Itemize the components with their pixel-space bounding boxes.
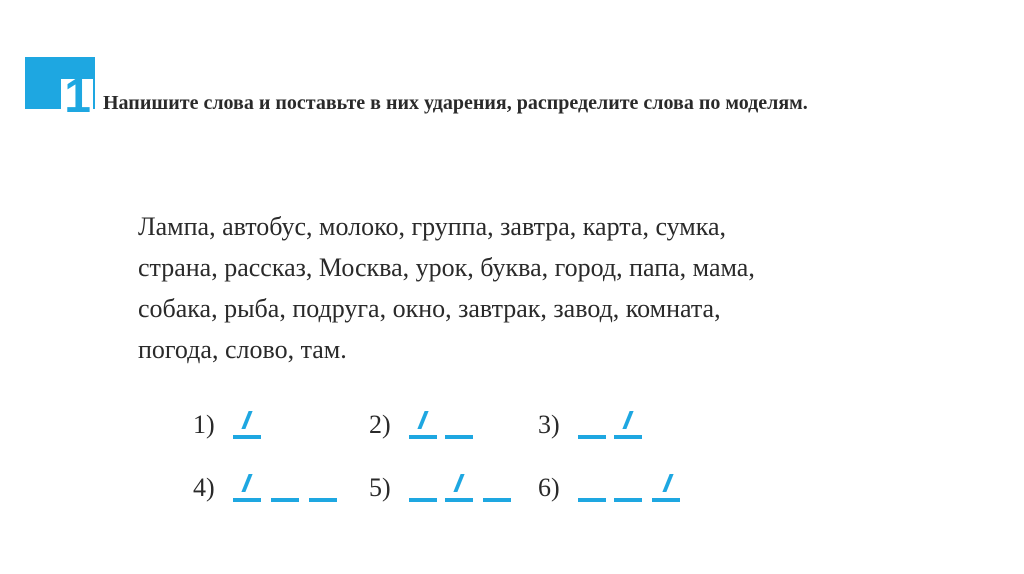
task-instruction: Напишите слова и поставьте в них ударения, распределите слова по моделям. [103, 92, 808, 114]
task-number: 1 [61, 79, 93, 115]
syllable-mark [652, 498, 680, 502]
word-list-line: страна, рассказ, Москва, урок, буква, город, папа, мама, [138, 253, 755, 282]
word-list [138, 206, 828, 370]
model-label: 6) [538, 473, 560, 502]
stress-mark [662, 474, 673, 492]
model-label: 4) [193, 473, 215, 502]
syllable-mark [614, 498, 642, 502]
stress-mark [241, 474, 252, 492]
syllable-mark [483, 498, 511, 502]
word-list-line: Лампа, автобус, молоко, группа, завтра, карта, сумка, [138, 212, 727, 241]
syllable-mark [578, 435, 606, 439]
syllable-mark [271, 498, 299, 502]
stress-mark [417, 411, 428, 429]
syllable-mark [233, 435, 261, 439]
syllable-mark [409, 498, 437, 502]
syllable-mark [233, 498, 261, 502]
model-label: 3) [538, 410, 560, 439]
stress-mark [241, 411, 252, 429]
syllable-mark [409, 435, 437, 439]
word-list-line: собака, рыба, подруга, окно, завтрак, завод, комната, [138, 294, 721, 323]
stress-mark [622, 411, 633, 429]
model-label: 2) [369, 410, 391, 439]
word-list-line: погода, слово, там. [138, 335, 347, 364]
syllable-mark [578, 498, 606, 502]
syllable-mark [445, 435, 473, 439]
syllable-mark [614, 435, 642, 439]
task-number-badge [25, 57, 95, 115]
stress-mark [453, 474, 464, 492]
syllable-mark [445, 498, 473, 502]
model-label: 5) [369, 473, 391, 502]
model-label: 1) [193, 410, 215, 439]
syllable-mark [309, 498, 337, 502]
